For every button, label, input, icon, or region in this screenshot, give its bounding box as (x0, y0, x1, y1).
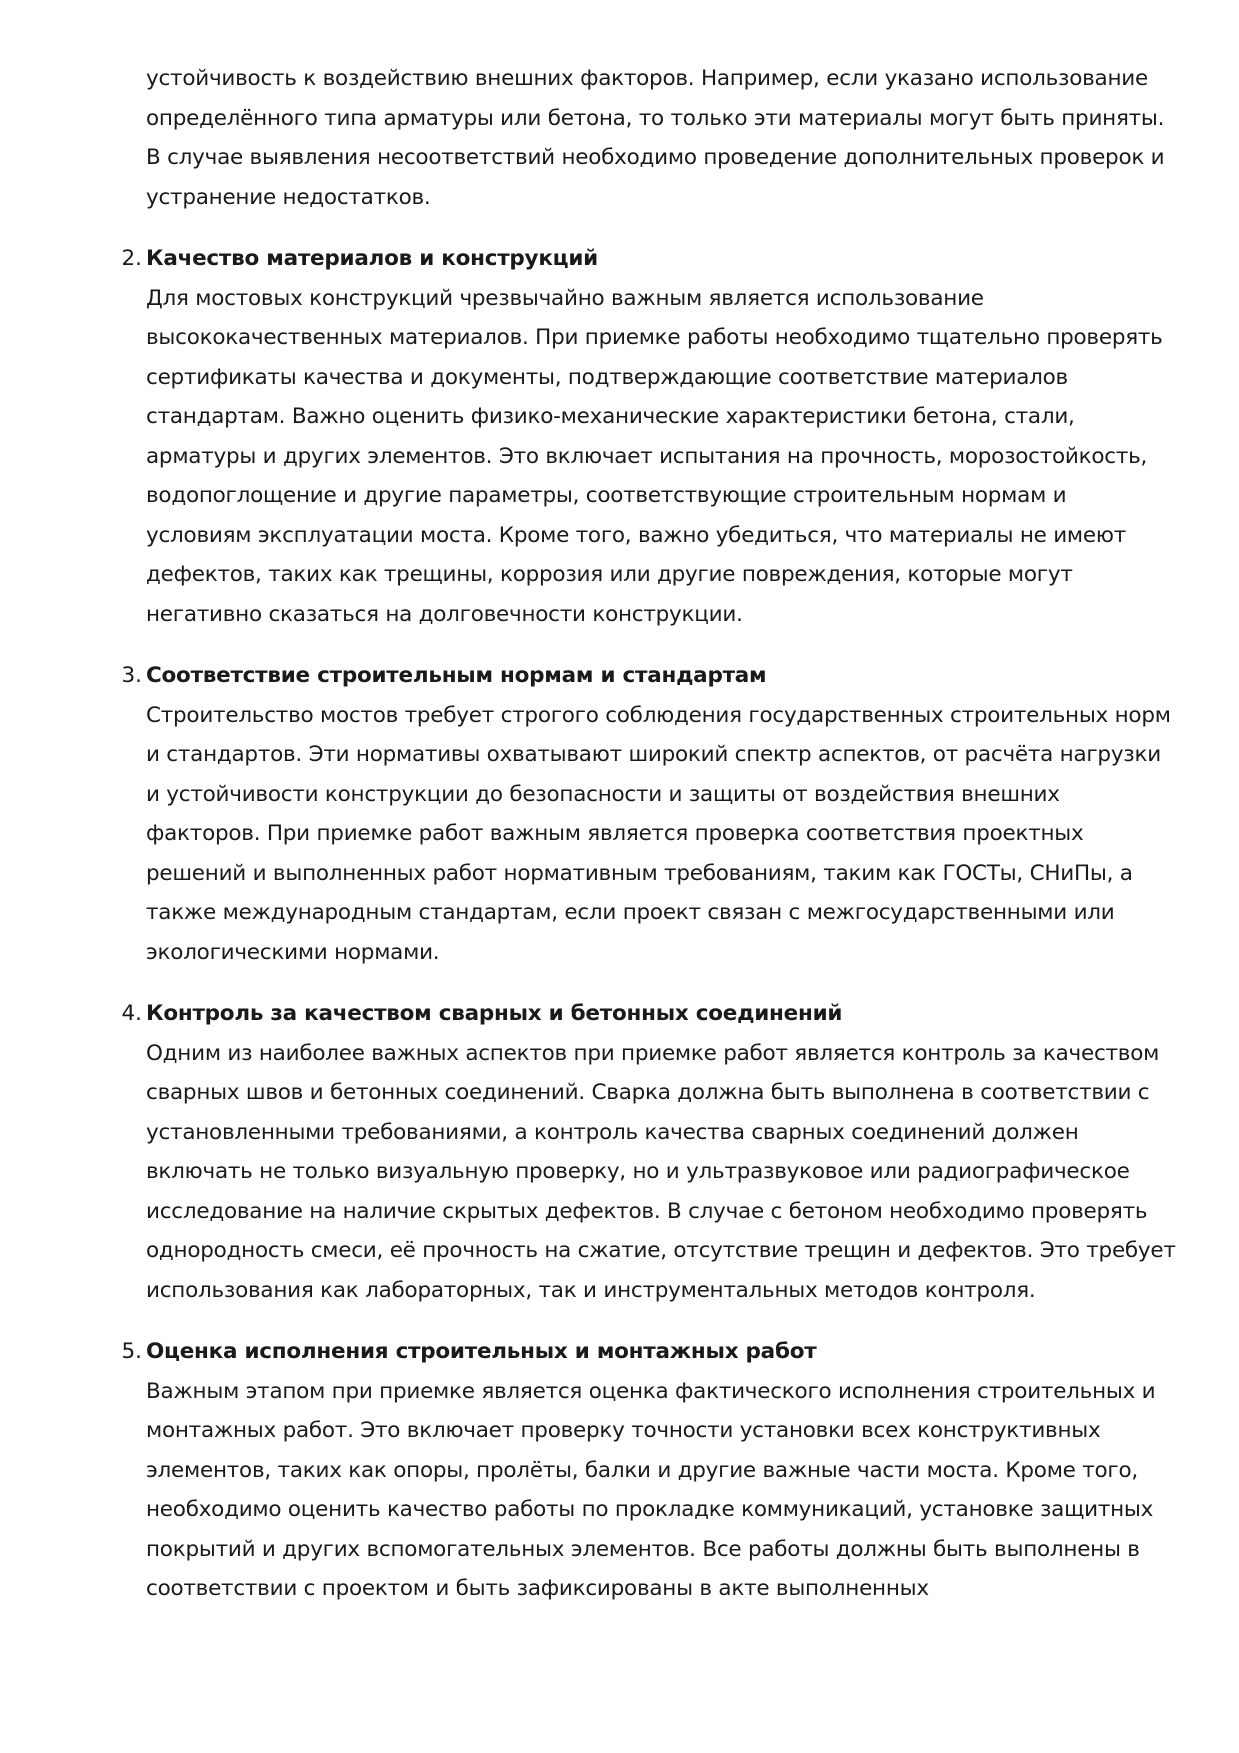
list-item-body: Для мостовых конструкций чрезвычайно важным является использование высококачественных материалов. При приемке работы необходимо тщательно проверять сертификаты качества и документы, подтверждающие соответствие материалов стандартам. Важно оценить физико-механические характеристики бетона, стали, арматуры и других элементов. Это включает испытания на прочность, морозостойкость, водопоглощение и другие параметры, соответствующие строительным нормам и условиям эксплуатации моста. Кроме того, важно убедиться, что материалы не имеют дефектов, таких как трещины, коррозия или другие повреждения, которые могут негативно сказаться на долговечности конструкции. (146, 285, 1163, 627)
list-item-number: 3. (121, 663, 142, 688)
list-item-title: Контроль за качеством сварных и бетонных соединений (146, 1001, 843, 1026)
list-item-title: Оценка исполнения строительных и монтажных работ (146, 1339, 817, 1364)
list-item-body: Одним из наиболее важных аспектов при приемке работ является контроль за качеством сварных швов и бетонных соединений. Сварка должна быть выполнена в соответствии с установленными требованиями, а контроль качества сварных соединений должен включать не только визуальную проверку, но и ультразвуковое или радиографическое исследование на наличие скрытых дефектов. В случае с бетоном необходимо проверять однородность смеси, её прочность на сжатие, отсутствие трещин и дефектов. Это требует использования как лабораторных, так и инструментальных методов контроля. (146, 1040, 1176, 1303)
list-item-title: Соответствие строительным нормам и стандартам (146, 663, 767, 688)
list-item-body: Важным этапом при приемке является оценка фактического исполнения строительных и монтажных работ. Это включает проверку точности установки всех конструктивных элементов, таких как опоры, пролёты, балки и другие важные части моста. Кроме того, необходимо оценить качество работы по прокладке коммуникаций, установке защитных покрытий и других вспомогательных элементов. Все работы должны быть выполнены в соответствии с проектом и быть зафиксированы в акте выполненных (146, 1378, 1156, 1601)
list-item-number: 5. (121, 1339, 142, 1364)
numbered-list (121, 239, 1176, 1609)
list-item (121, 656, 1176, 972)
list-item-body: Строительство мостов требует строгого соблюдения государственных строительных норм и стандартов. Эти нормативы охватывают широкий спектр аспектов, от расчёта нагрузки и устойчивости конструкции до безопасности и защиты от воздействия внешних факторов. При приемке работ важным является проверка соответствия проектных решений и выполненных работ нормативным требованиям, таким как ГОСТы, СНиПы, а также международным стандартам, если проект связан с межгосударственными или экологическими нормами. (146, 702, 1171, 965)
list-item-number: 2. (121, 246, 142, 271)
list-item-title: Качество материалов и конструкций (146, 246, 598, 271)
list-item-number: 4. (121, 1001, 142, 1026)
intro-paragraph: устойчивость к воздействию внешних факторов. Например, если указано использование определённого типа арматуры или бетона, то только эти материалы могут быть приняты. В случае выявления несоответствий необходимо проведение дополнительных проверок и устранение недостатков. (146, 66, 1165, 210)
document-content (121, 59, 1176, 1609)
list-item (121, 1332, 1176, 1609)
list-item (121, 994, 1176, 1310)
list-item (121, 239, 1176, 634)
